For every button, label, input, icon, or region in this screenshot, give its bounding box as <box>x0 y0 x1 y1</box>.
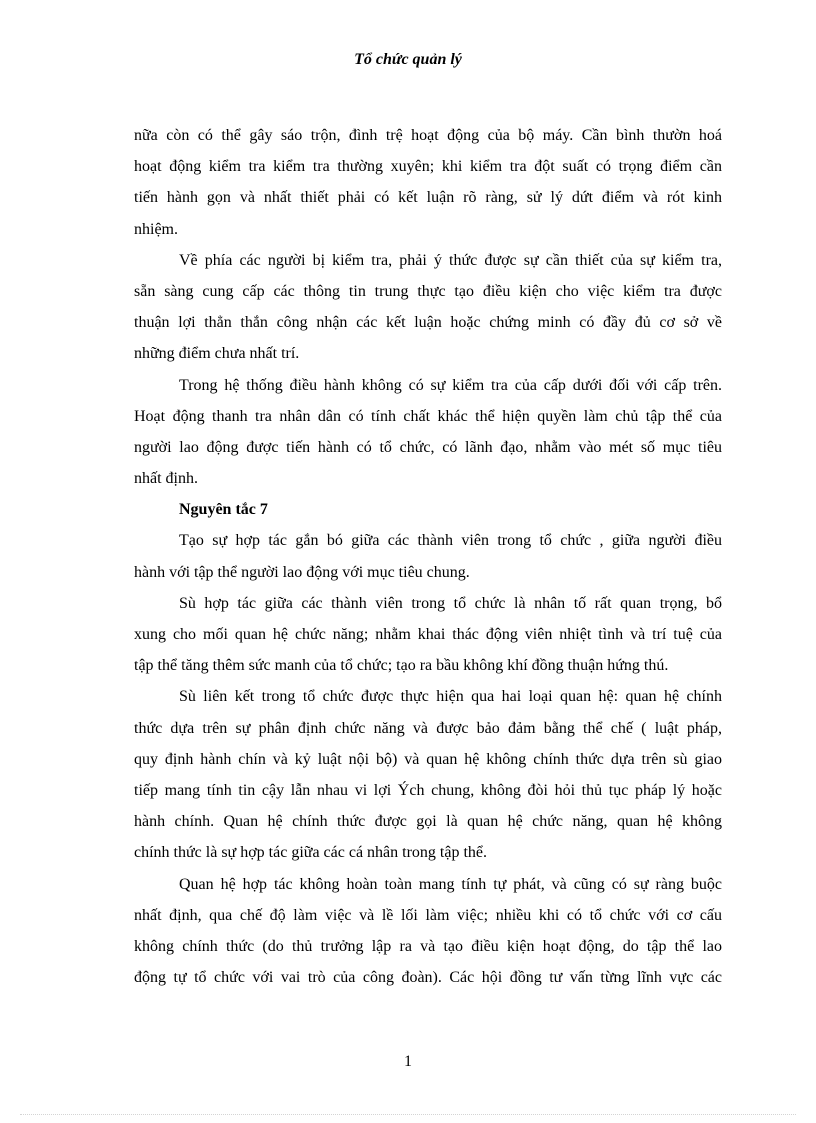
text-line: tiến hành gọn và nhất thiết phải có kết luận rõ ràng, sử lý dứt điểm và rót kinh <box>134 189 722 207</box>
text-line: thức dựa trên sự phân định chức năng và được bảo đảm bằng thể chế ( luật pháp, <box>134 719 722 737</box>
text-line: nhất định, qua chế độ làm việc và lề lối làm việc; nhiều khi có tổ chức với cơ cấu <box>134 906 722 924</box>
text-line: xung cho mối quan hệ chức năng; nhằm khai thác động viên nhiệt tình và trí tuệ của <box>134 626 722 643</box>
text-line: quy định hành chín và kỷ luật nội bộ) và quan hệ không chính thức dựa trên sù giao <box>134 750 722 768</box>
page-bottom-divider <box>20 1114 796 1115</box>
text-line: Về phía các người bị kiểm tra, phải ý thức được sự cần thiết của sự kiểm tra, <box>179 251 722 269</box>
text-line: Sù liên kết trong tổ chức được thực hiện qua hai loại quan hệ: quan hệ chính <box>179 688 722 706</box>
text-line: Hoạt động thanh tra nhân dân có tính chất khác thể hiện quyền làm chủ tập thể của <box>134 407 722 425</box>
text-line: nhiệm. <box>134 220 178 238</box>
text-line: người lao động được tiến hành có tổ chức, có lãnh đạo, nhằm vào mét số mục tiêu <box>134 438 722 456</box>
text-line: hành chính. Quan hệ chính thức được gọi là quan hệ chức năng, quan hệ không <box>134 813 722 831</box>
text-line: chính thức là sự hợp tác giữa các cá nhân trong tập thể. <box>134 844 488 862</box>
text-line: Quan hệ hợp tác không hoàn toàn mang tính tự phát, và cũng có sự ràng buộc <box>179 875 722 893</box>
text-line: nữa còn có thể gây sáo trộn, đình trệ hoạt động của bộ máy. Cần bình thườn hoá <box>134 127 722 144</box>
text-line: thuận lợi thẳn thắn công nhận các kết luận hoặc chứng minh có đầy đủ cơ sở về <box>134 314 722 332</box>
running-header: Tổ chức quản lý <box>354 51 462 68</box>
section-heading: Nguyên tắc 7 <box>179 501 268 519</box>
text-line: những điểm chưa nhất trí. <box>134 345 300 363</box>
text-line: động tự tổ chức với vai trò của công đoàn). Các hội đồng tư vấn từng lĩnh vực các <box>134 969 722 987</box>
text-line: nhất định. <box>134 470 198 488</box>
text-line: hành với tập thể người lao động với mục tiêu chung. <box>134 563 470 581</box>
text-line: tập thể tăng thêm sức manh của tổ chức; tạo ra bầu không khí đồng thuận hứng thú. <box>134 657 669 675</box>
text-line: không chính thức (do thủ trưởng lập ra và tạo điều kiện hoạt động, do tập thể lao <box>134 937 722 955</box>
text-line: Trong hệ thống điều hành không có sự kiểm tra của cấp dưới đối với cấp trên. <box>179 376 722 394</box>
text-line: Sù hợp tác giữa các thành viên trong tổ chức là nhân tố rất quan trọng, bổ <box>179 594 722 612</box>
text-line: sẵn sàng cung cấp các thông tin trung thực tạo điều kiện cho việc kiểm tra được <box>134 282 722 300</box>
text-line: tiếp mang tính tin cậy lẫn nhau vi lợi Ých chung, không đòi hỏi thủ tục pháp lý hoặc <box>134 781 722 799</box>
text-line: Tạo sự hợp tác gắn bó giữa các thành viên trong tổ chức , giữa người điều <box>179 532 722 550</box>
page-number: 1 <box>404 1053 412 1070</box>
document-body <box>134 120 722 993</box>
text-line: hoạt động kiểm tra kiểm tra thường xuyên; khi kiểm tra đột suất có trọng điểm cần <box>134 158 722 176</box>
